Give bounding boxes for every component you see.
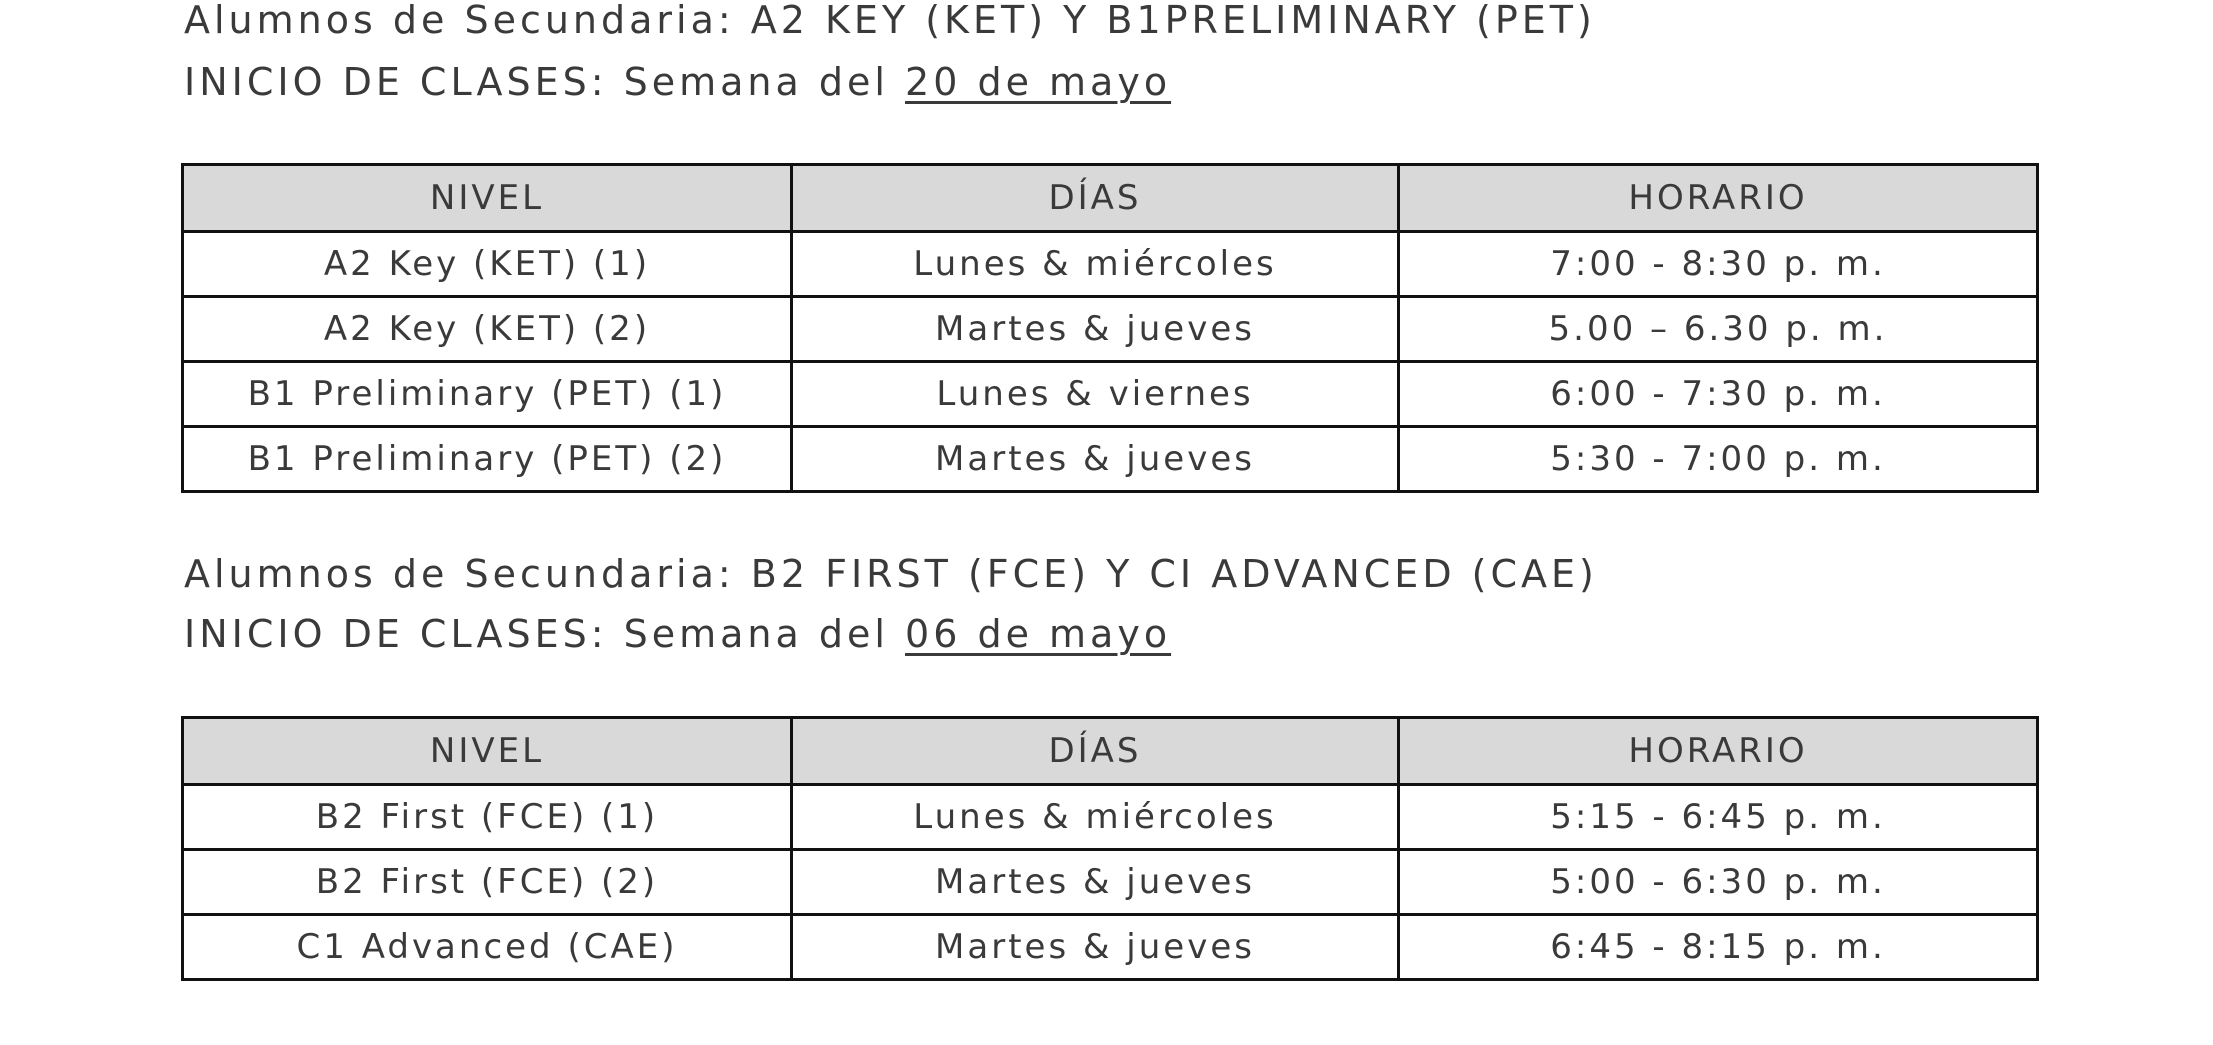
column-header-dias: DÍAS [792,165,1399,232]
cell-nivel: A2 Key (KET) (2) [183,297,792,362]
cell-horario: 7:00 - 8:30 p. m. [1399,232,2038,297]
schedule-table [181,716,2039,981]
cell-dias: Martes & jueves [792,850,1399,915]
table-row [183,362,2038,427]
cell-nivel: A2 Key (KET) (1) [183,232,792,297]
column-header-horario: HORARIO [1399,718,2038,785]
cell-dias: Martes & jueves [792,427,1399,492]
class-start-line [184,60,1171,104]
cell-nivel: C1 Advanced (CAE) [183,915,792,980]
cell-nivel: B1 Preliminary (PET) (2) [183,427,792,492]
column-header-nivel: NIVEL [183,165,792,232]
table-row [183,915,2038,980]
cell-horario: 5.00 – 6.30 p. m. [1399,297,2038,362]
cell-horario: 5:30 - 7:00 p. m. [1399,427,2038,492]
class-start-line [184,612,1171,656]
table-row [183,785,2038,850]
column-header-nivel: NIVEL [183,718,792,785]
column-header-horario: HORARIO [1399,165,2038,232]
cell-dias: Martes & jueves [792,297,1399,362]
cell-horario: 6:00 - 7:30 p. m. [1399,362,2038,427]
cell-nivel: B2 First (FCE) (2) [183,850,792,915]
cell-horario: 5:15 - 6:45 p. m. [1399,785,2038,850]
cell-horario: 6:45 - 8:15 p. m. [1399,915,2038,980]
table-row [183,427,2038,492]
table-header-row [183,718,2038,785]
table-header-row [183,165,2038,232]
cell-dias: Lunes & viernes [792,362,1399,427]
table-row [183,297,2038,362]
cell-horario: 5:00 - 6:30 p. m. [1399,850,2038,915]
cell-dias: Lunes & miércoles [792,232,1399,297]
section-title: Alumnos de Secundaria: B2 FIRST (FCE) Y CI ADVANCED (CAE) [184,552,1598,596]
table-row [183,850,2038,915]
section-title: Alumnos de Secundaria: A2 KEY (KET) Y B1PRELIMINARY (PET) [184,0,1596,42]
class-start-date: 20 de mayo [905,60,1172,104]
class-start-label: INICIO DE CLASES: Semana del [184,612,906,656]
schedule-table [181,163,2039,493]
cell-nivel: B2 First (FCE) (1) [183,785,792,850]
class-start-label: INICIO DE CLASES: Semana del [184,60,906,104]
table-row [183,232,2038,297]
cell-nivel: B1 Preliminary (PET) (1) [183,362,792,427]
column-header-dias: DÍAS [792,718,1399,785]
class-start-date: 06 de mayo [905,612,1172,656]
cell-dias: Martes & jueves [792,915,1399,980]
cell-dias: Lunes & miércoles [792,785,1399,850]
